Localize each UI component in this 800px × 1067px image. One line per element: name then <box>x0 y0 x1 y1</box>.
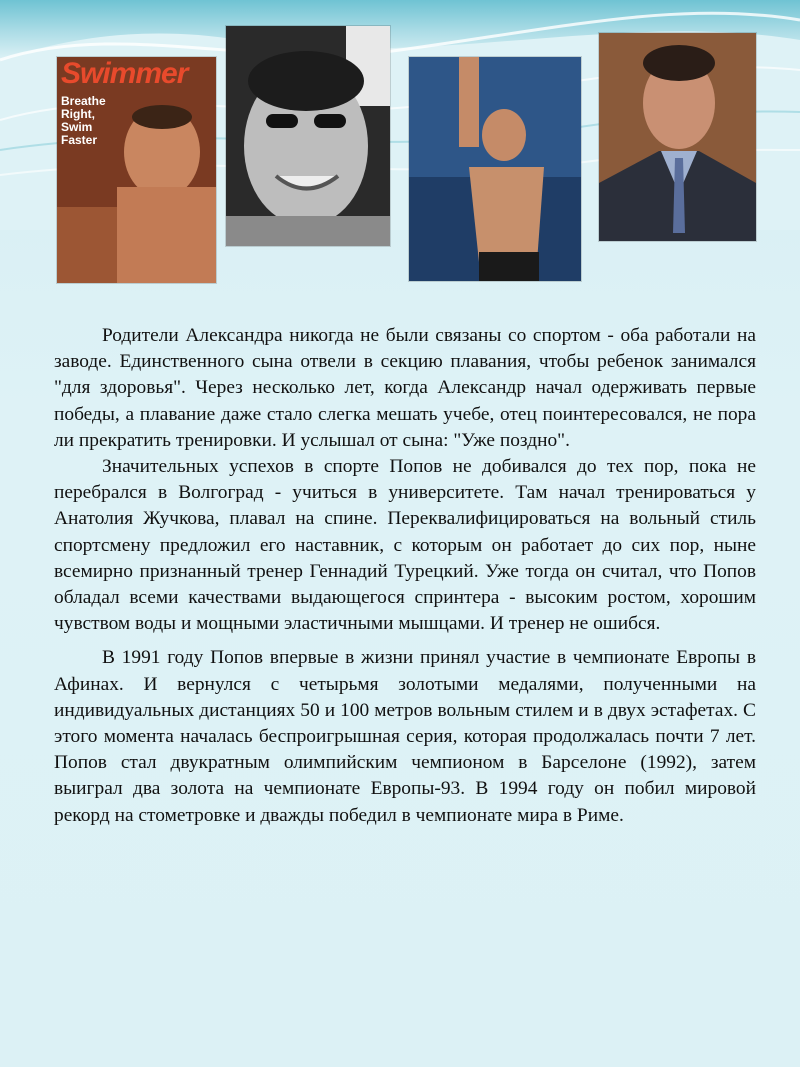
cover-line: Faster <box>61 133 98 147</box>
article-text <box>54 323 756 829</box>
magazine-cover-lines <box>61 95 106 147</box>
cover-line: Swim <box>61 120 93 134</box>
cover-line: Breathe <box>61 94 106 108</box>
suit-portrait-photo <box>599 33 756 241</box>
goggles-portrait-photo <box>226 26 390 246</box>
article-paragraph: Родители Александра никогда не были связаны со спортом - оба работали на заводе. Единственного сына отвели в секцию плавания, чтобы ребенок занимался "для здоровья". Через несколько лет, когда Александр начал одерживать первые победы, а плавание даже стало слегка мешать учебе, отец поинтересовался, не пора ли прекратить тренировки. И услышал от сына: "Уже поздно". <box>54 325 756 451</box>
pool-victory-photo <box>409 57 581 281</box>
magazine-title: Swimmer <box>61 57 188 90</box>
magazine-cover-photo <box>57 57 216 283</box>
article-paragraph: Значительных успехов в спорте Попов не добивался до тех пор, пока не перебрался в Волгоград - учиться в университете. Там начал тренироваться у Анатолия Жучкова, плавал на спине. Переквалифицироваться на вольный стиль спортсмену предложил его наставник, с которым он работает до сих пор, ныне всемирно признанный тренер Геннадий Турецкий. Уже тогда он считал, что Попов обладал всеми качествами выдающегося спринтера - высоким ростом, хорошим чувством воды и мощными эластичными мышцами. И тренер не ошибся. <box>54 456 756 635</box>
article-paragraph: В 1991 году Попов впервые в жизни принял участие в чемпионате Европы в Афинах. И вернулся с четырьмя золотыми медалями, полученными на индивидуальных дистанциях 50 и 100 метров вольным стилем и в двух эстафетах. С этого момента началась беспроигрышная серия, которая продолжалась почти 7 лет. Попов стал двукратным олимпийским чемпионом в Барселоне (1992), затем выиграл два золота на чемпионате Европы-93. В 1994 году он побил мировой рекорд на стометровке и дважды победил в чемпионате мира в Риме. <box>54 647 756 826</box>
cover-line: Right, <box>61 107 95 121</box>
